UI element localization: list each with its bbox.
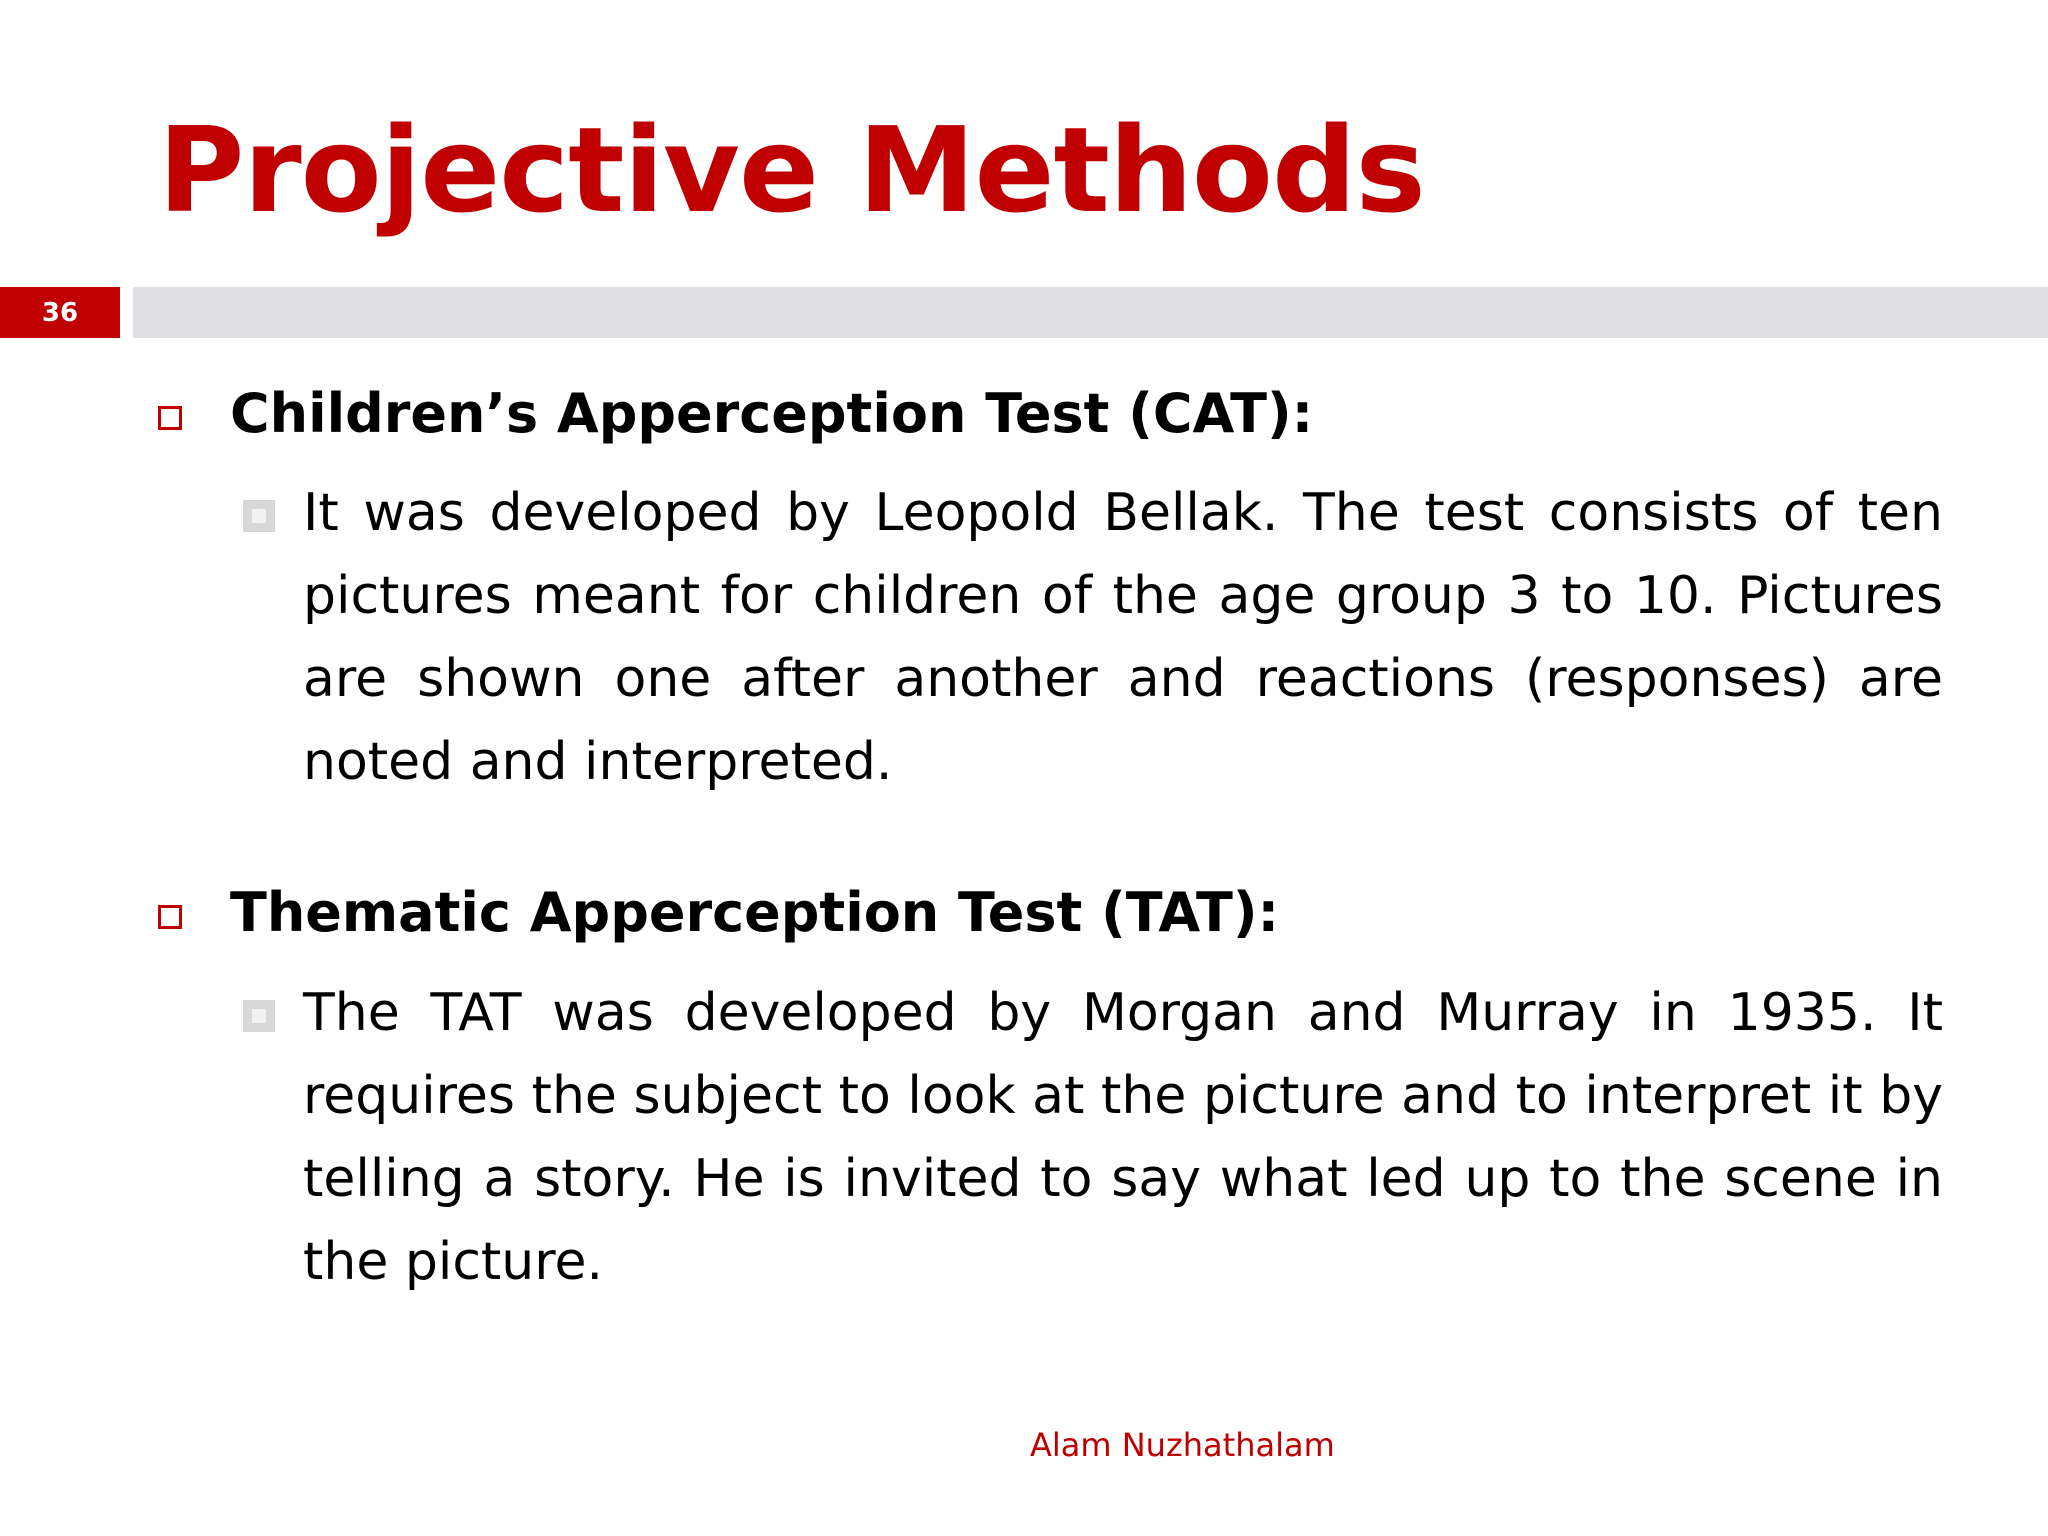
slide-title: Projective Methods xyxy=(158,101,1425,239)
slide-footer-author: Alam Nuzhathalam xyxy=(1030,1426,1335,1464)
section-heading: Children’s Apperception Test (CAT): xyxy=(230,382,1314,445)
bullet-heading-tat xyxy=(158,878,1938,948)
bullet-body-tat xyxy=(243,972,1943,1304)
gray-square-icon xyxy=(243,500,275,532)
section-body: The TAT was developed by Morgan and Murray in 1935. It requires the subject to look at the picture and to interpret it by telling a story. He is invited to say what led up to the scene in the picture. xyxy=(303,983,1943,1292)
section-body: It was developed by Leopold Bellak. The test consists of ten pictures meant for children of the age group 3 to 10. Pictures are shown one after another and reactions (responses) are noted and interpreted. xyxy=(303,483,1943,792)
hollow-square-icon xyxy=(158,406,182,430)
gray-square-icon xyxy=(243,1000,275,1032)
section-heading: Thematic Apperception Test (TAT): xyxy=(230,881,1280,944)
hollow-square-icon xyxy=(158,905,182,929)
bullet-heading-cat xyxy=(158,379,1938,449)
bullet-body-cat xyxy=(243,472,1943,804)
slide-number: 36 xyxy=(41,297,79,328)
